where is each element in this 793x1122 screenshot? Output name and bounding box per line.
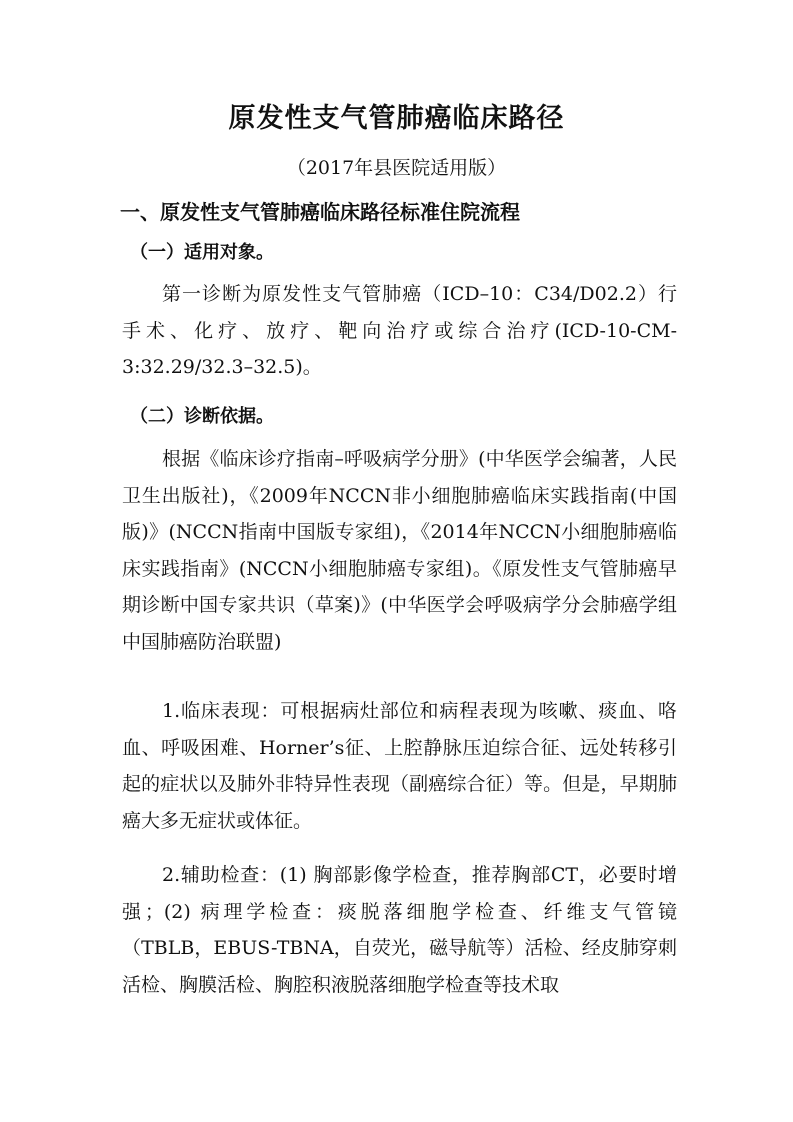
section-heading: 一、原发性支气管肺癌临床路径标准住院流程: [120, 200, 520, 224]
paragraph-auxiliary-examination: 2.辅助检查：(1) 胸部影像学检查，推荐胸部CT，必要时增强；(2) 病理学检查：痰脱落细胞学检查、纤维支气管镜（TBLB，EBUS-TBNA，自荧光，磁导航等）活检、经皮肺穿刺活检、胸膜活检、胸腔积液脱落细胞学检查等技术取: [122, 864, 677, 996]
paragraph-clinical-manifestation: 1.临床表现：可根据病灶部位和病程表现为咳嗽、痰血、咯血、呼吸困难、Horner’s征、上腔静脉压迫综合征、远处转移引起的症状以及肺外非特异性表现（副癌综合征）等。但是，早期肺癌大多无症状或体征。: [122, 700, 677, 832]
document-subtitle: （2017年县医院适用版）: [286, 157, 507, 179]
document-title: 原发性支气管肺癌临床路径: [228, 103, 565, 134]
subsection-heading-applicable-object: （一）适用对象。: [130, 242, 274, 263]
paragraph-diagnosis-guidelines: 根据《临床诊疗指南–呼吸病学分册》(中华医学会编著，人民卫生出版社)，《2009年NCCN非小细胞肺癌临床实践指南(中国版)》(NCCN指南中国版专家组)，《2014年NCCN小细胞肺癌临床实践指南》(NCCN小细胞肺癌专家组)。《原发性支气管肺癌早期诊断中国专家共识（草案)》(中华医学会呼吸病学分会肺癌学组 中国肺癌防治联盟): [122, 448, 677, 653]
subsection-heading-diagnosis-basis: （二）诊断依据。: [130, 406, 274, 427]
paragraph-applicable-object: 第一诊断为原发性支气管肺癌（ICD–10：C34/D02.2）行手术、化疗、放疗、靶向治疗或综合治疗(ICD-10-CM-3:32.29/32.3–32.5)。: [122, 283, 677, 378]
